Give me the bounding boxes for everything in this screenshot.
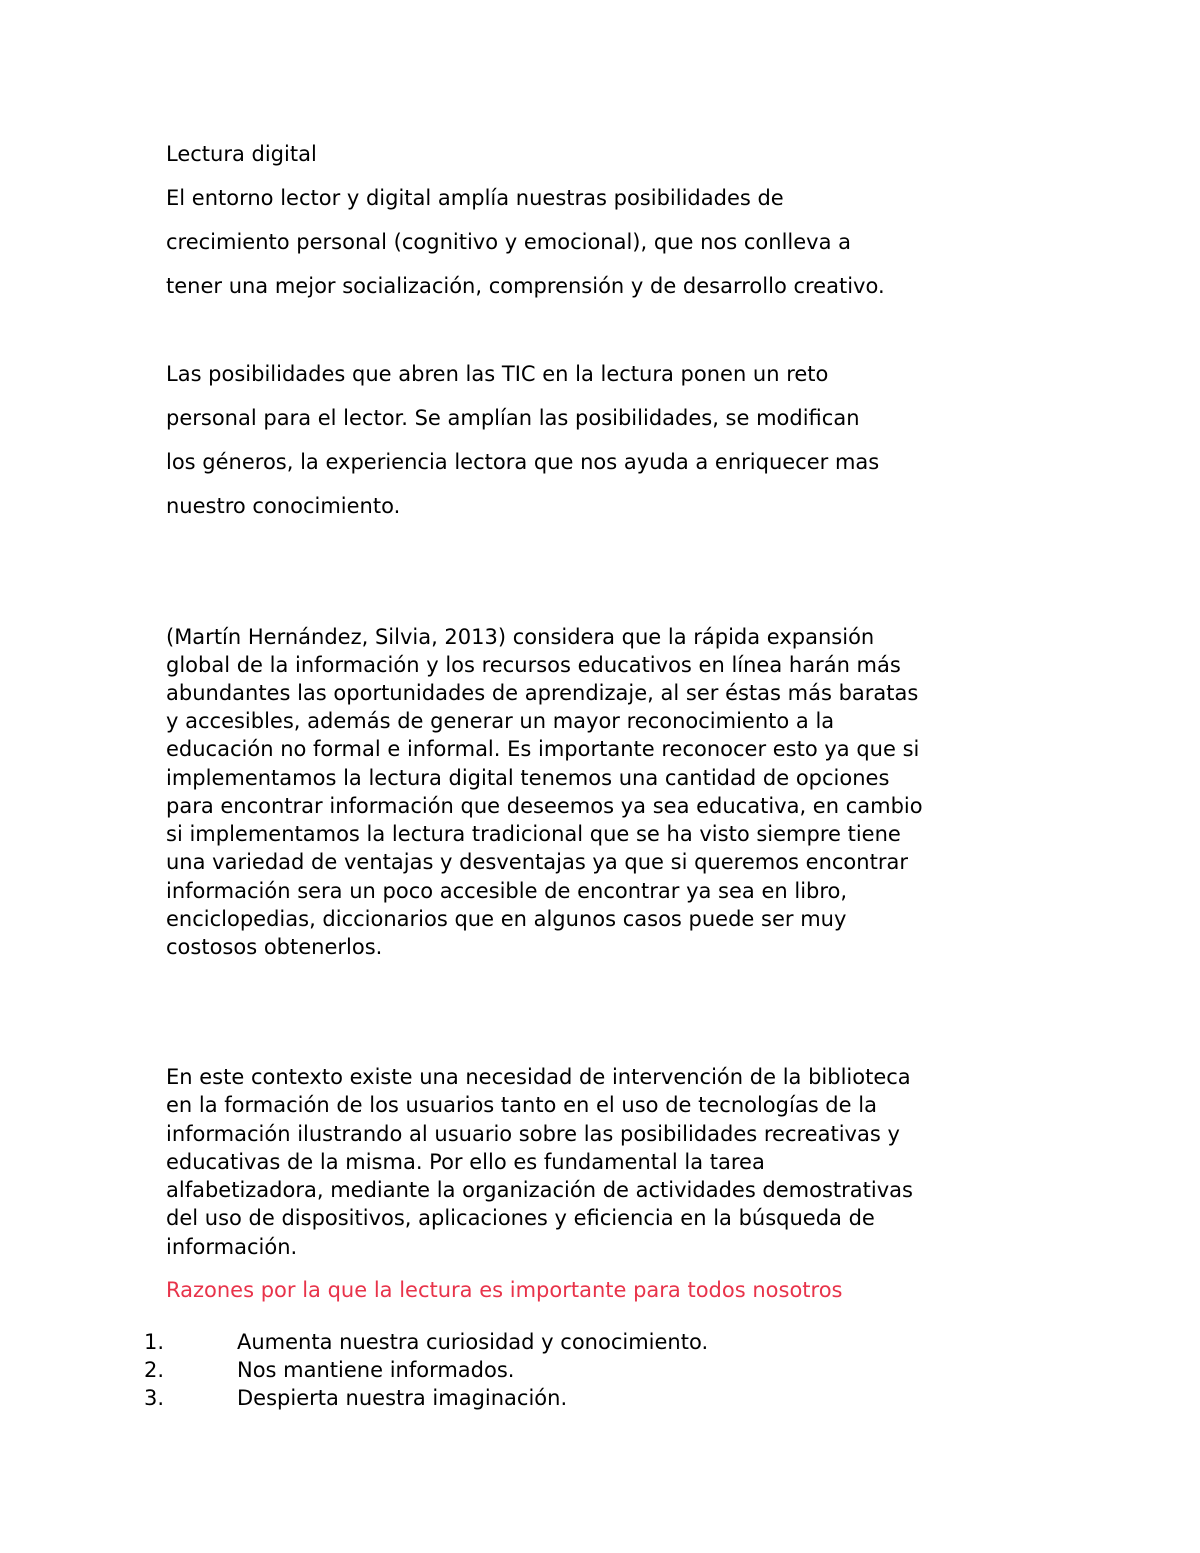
subheading: Razones por la que la lectura es importante para todos nosotros: [166, 1278, 843, 1302]
paragraph-4-line: información ilustrando al usuario sobre las posibilidades recreativas y: [166, 1122, 900, 1146]
paragraph-1-line: tener una mejor socialización, comprensión y de desarrollo creativo.: [166, 274, 885, 298]
paragraph-3-line: implementamos la lectura digital tenemos una cantidad de opciones: [166, 766, 890, 790]
paragraph-4-line: en la formación de los usuarios tanto en el uso de tecnologías de la: [166, 1093, 877, 1117]
paragraph-3-line: si implementamos la lectura tradicional que se ha visto siempre tiene: [166, 822, 901, 846]
paragraph-3-line: abundantes las oportunidades de aprendizaje, al ser éstas más baratas: [166, 681, 919, 705]
paragraph-2-line: los géneros, la experiencia lectora que nos ayuda a enriquecer mas: [166, 450, 880, 474]
paragraph-4-line: del uso de dispositivos, aplicaciones y eficiencia en la búsqueda de: [166, 1206, 875, 1230]
paragraph-2-line: personal para el lector. Se amplían las posibilidades, se modifican: [166, 406, 860, 430]
document-title: Lectura digital: [166, 142, 317, 166]
paragraph-4-line: En este contexto existe una necesidad de intervención de la biblioteca: [166, 1065, 911, 1089]
paragraph-4-line: educativas de la misma. Por ello es fundamental la tarea: [166, 1150, 765, 1174]
list-item-number: 2.: [144, 1358, 165, 1382]
paragraph-3-line: una variedad de ventajas y desventajas ya que si queremos encontrar: [166, 850, 908, 874]
paragraph-3-line: global de la información y los recursos educativos en línea harán más: [166, 653, 901, 677]
paragraph-4-line: información.: [166, 1235, 298, 1259]
list-item-text: Nos mantiene informados.: [237, 1358, 515, 1382]
paragraph-3-line: información sera un poco accesible de encontrar ya sea en libro,: [166, 879, 848, 903]
paragraph-3-line: (Martín Hernández, Silvia, 2013) considera que la rápida expansión: [166, 625, 875, 649]
paragraph-1-line: El entorno lector y digital amplía nuestras posibilidades de: [166, 186, 784, 210]
paragraph-3-line: costosos obtenerlos.: [166, 935, 383, 959]
list-item-number: 3.: [144, 1386, 165, 1410]
list-item-number: 1.: [144, 1330, 165, 1354]
list-item-text: Aumenta nuestra curiosidad y conocimiento.: [237, 1330, 709, 1354]
paragraph-3-line: y accesibles, además de generar un mayor reconocimiento a la: [166, 709, 835, 733]
paragraph-3-line: enciclopedias, diccionarios que en algunos casos puede ser muy: [166, 907, 847, 931]
paragraph-3-line: para encontrar información que deseemos ya sea educativa, en cambio: [166, 794, 923, 818]
paragraph-2-line: Las posibilidades que abren las TIC en la lectura ponen un reto: [166, 362, 829, 386]
paragraph-3-line: educación no formal e informal. Es importante reconocer esto ya que si: [166, 737, 920, 761]
paragraph-2-line: nuestro conocimiento.: [166, 494, 401, 518]
paragraph-4-line: alfabetizadora, mediante la organización de actividades demostrativas: [166, 1178, 913, 1202]
list-item-text: Despierta nuestra imaginación.: [237, 1386, 568, 1410]
paragraph-1-line: crecimiento personal (cognitivo y emocional), que nos conlleva a: [166, 230, 851, 254]
